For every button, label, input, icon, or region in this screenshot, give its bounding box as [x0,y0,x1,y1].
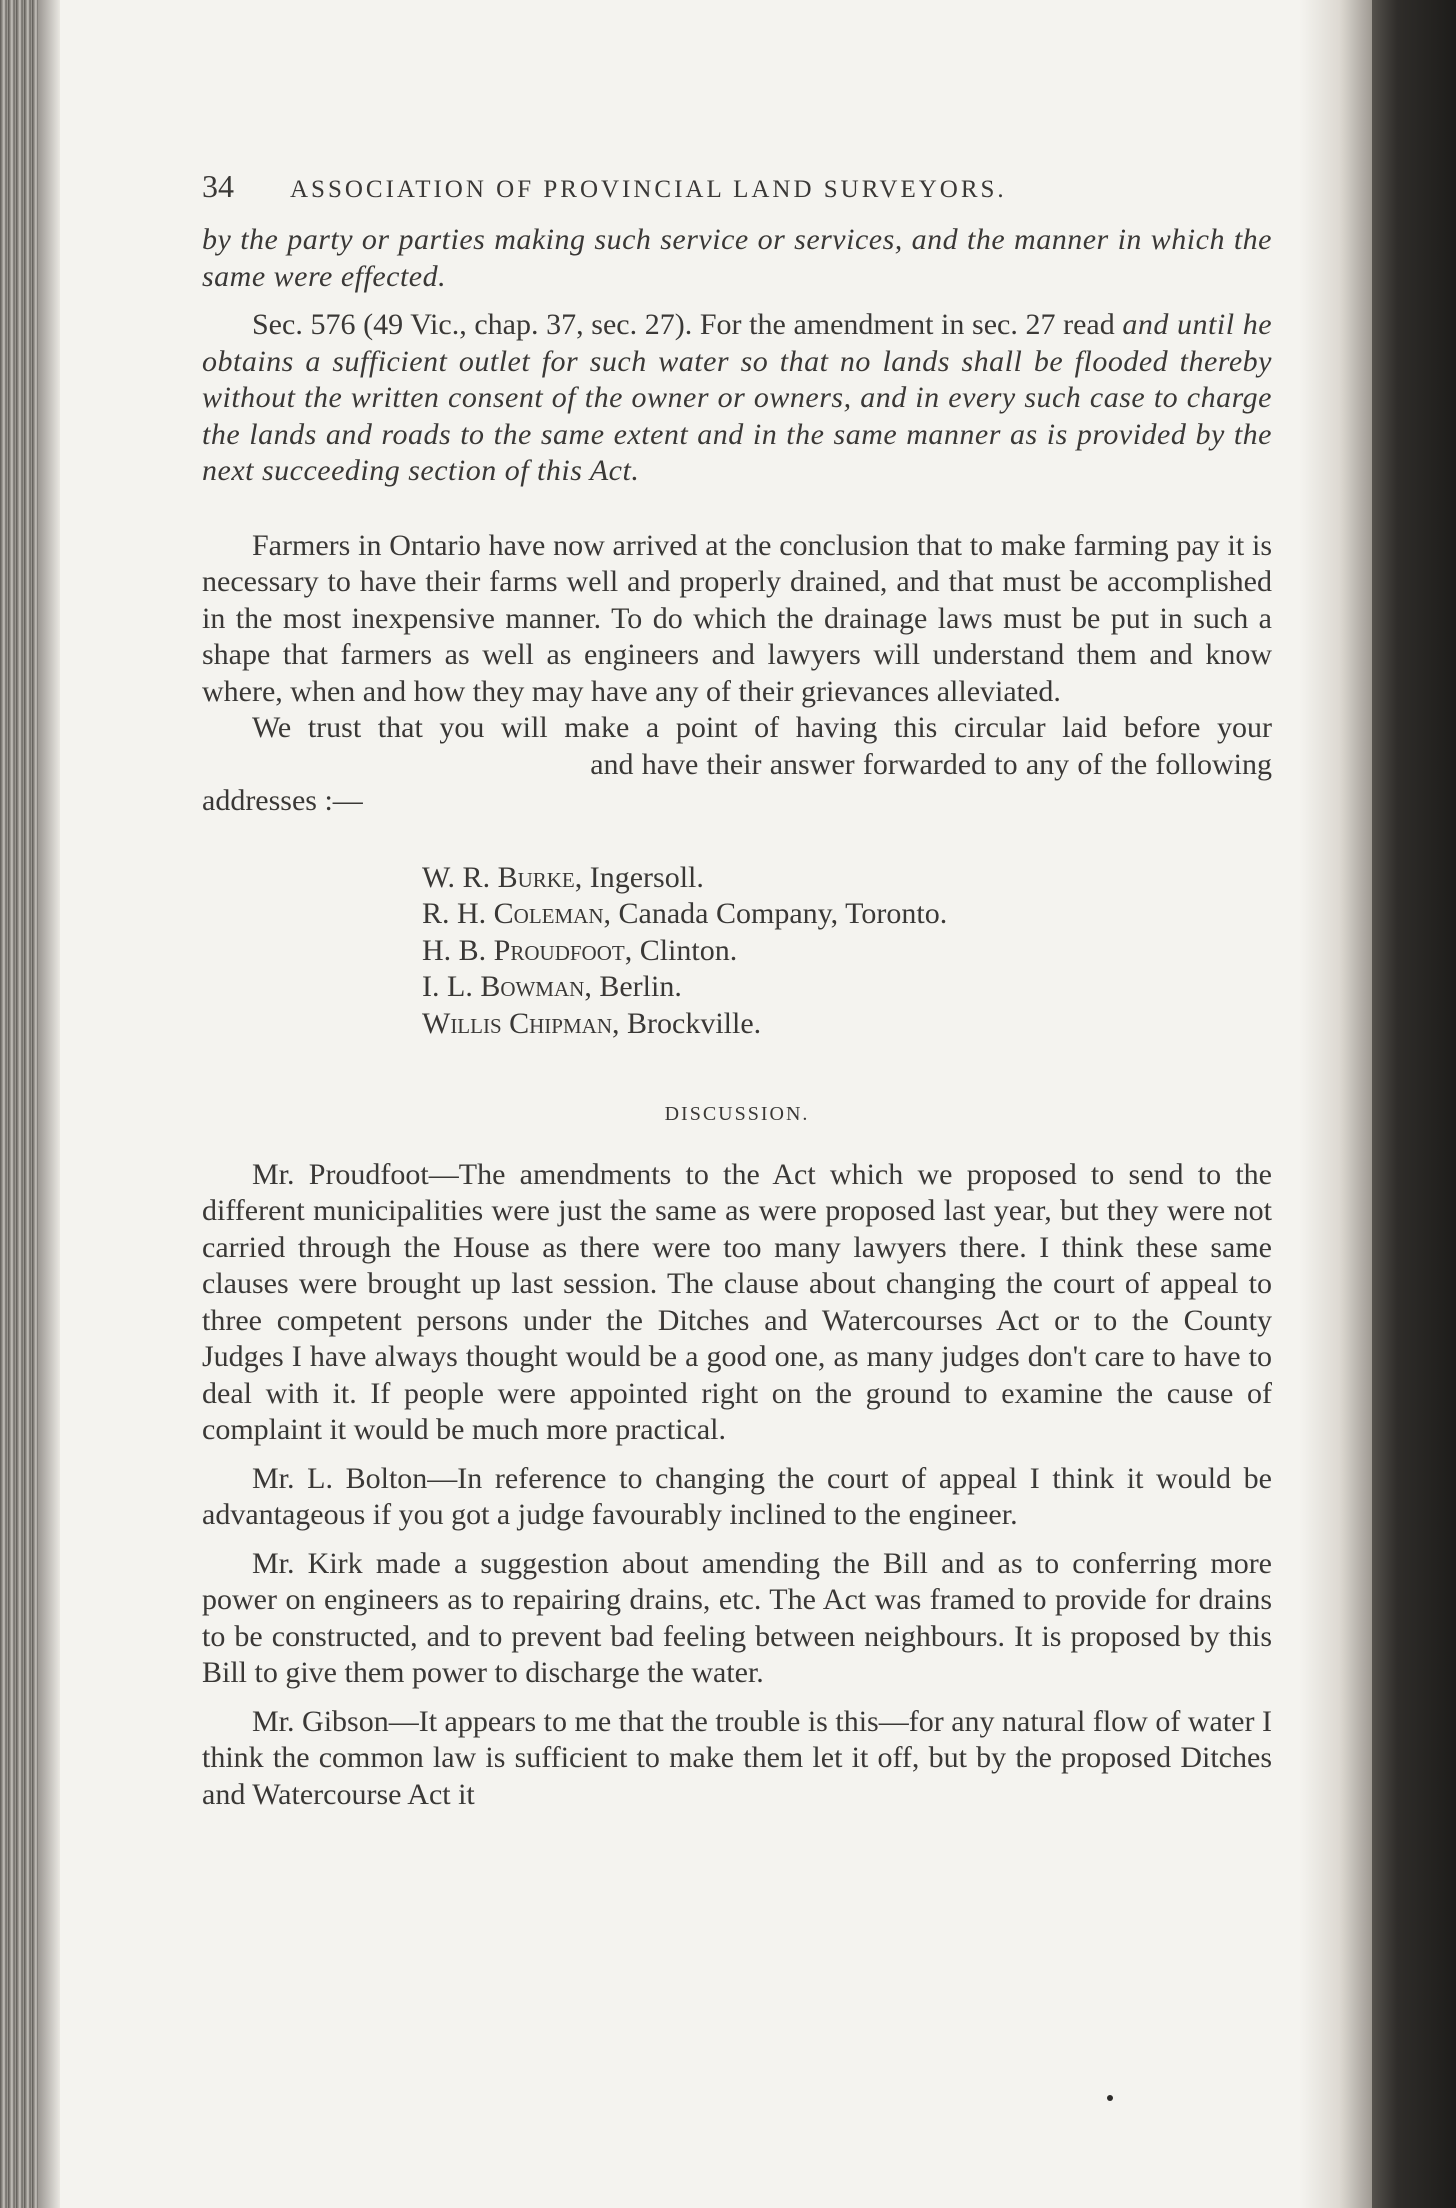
book-cover-edge [1372,0,1456,2208]
address-item [422,933,1272,970]
address-place: , Brockville. [612,1006,762,1040]
page-header [202,168,1272,222]
paragraph-proudfoot: Mr. Proudfoot—The amendments to the Act which we proposed to send to the different municipalities were just the same as were proposed last year, but they were not carried through the House as there were too many lawyers there. I think these same clauses were brought up last session. The clause about changing the court of appeal to three competent persons under the Ditches and Watercourses Act or to the County Judges I have always thought would be a good one, as many judges don't care to have to deal with it. If people were appointed right on the ground to examine the cause of complaint it would be much more practical. [202,1157,1272,1446]
paragraph-circular [202,710,1272,820]
page-number: 34 [202,168,234,204]
address-name: H. B. Proudfoot [422,933,625,967]
address-place: , Clinton. [624,933,738,967]
ink-speck [1107,2095,1113,2101]
italic-text: by the party or parties making such service or services, and the manner in which the same were effected. [202,223,1272,293]
circular-text-start: We trust that you will make a point of having this circular laid before your [252,711,1272,744]
address-item [422,1006,1272,1043]
book-binding-edge [0,0,38,2208]
address-name: I. L. Bowman [422,970,585,1003]
page-content [202,168,1272,1813]
paragraph-gibson: Mr. Gibson—It appears to me that the trouble is this—for any natural flow of water I think the common law is sufficient to make them let it off, but by the proposed Ditches and Watercourse Act it [202,1704,1272,1811]
address-place: , Berlin. [584,970,682,1003]
address-list [202,860,1272,1043]
address-place: , Canada Company, Toronto. [603,897,948,930]
address-place: , Ingersoll. [574,860,704,894]
circular-text-end: and have their answer forwarded to any of the following addresses :— [202,747,1273,817]
address-item [422,969,1272,1006]
discussion-heading: DISCUSSION. [664,1103,810,1125]
paragraph-sec-576 [202,307,1272,490]
paragraph-continuation [202,222,1272,295]
binding-shadow [38,0,60,2208]
address-item [422,896,1272,933]
amendment-text: and until he obtains a sufficient outlet for such water so that no lands shall be flooded thereby without the written consent of the owner or owners, and in every such case to charge the lands and roads to the same extent and in the same manner as is provided by the next succeeding section of this Act. [202,308,1273,487]
paragraph-kirk: Mr. Kirk made a suggestion about amending the Bill and as to conferring more power on engineers as to repairing drains, etc. The Act was framed to provide for drains to be constructed, and to prevent bad feeling between neighbours. It is proposed by this Bill to give them power to discharge the water. [202,1546,1272,1689]
running-head: ASSOCIATION OF PROVINCIAL LAND SURVEYORS. [290,176,1007,203]
address-item [422,860,1272,897]
paragraph-bolton: Mr. L. Bolton—In reference to changing the court of appeal I think it would be advantageous if you got a judge favourably inclined to the engineer. [202,1461,1272,1531]
address-name: Willis Chipman [422,1006,612,1040]
section-reference: Sec. 576 (49 Vic., chap. 37, sec. 27). For the amendment in sec. 27 read [252,308,1115,341]
address-name: R. H. Coleman [422,897,604,930]
address-name: W. R. Burke [422,860,575,894]
page-edge-shadow [1300,0,1372,2208]
paragraph-farmers: Farmers in Ontario have now arrived at the conclusion that to make farming pay it is necessary to have their farms well and properly drained, and that must be accomplished in the most inexpensive manner. To do which the drainage laws must be put in such a shape that farmers as well as engineers and lawyers will understand them and know where, when and how they may have any of their grievances alleviated. [202,528,1272,708]
